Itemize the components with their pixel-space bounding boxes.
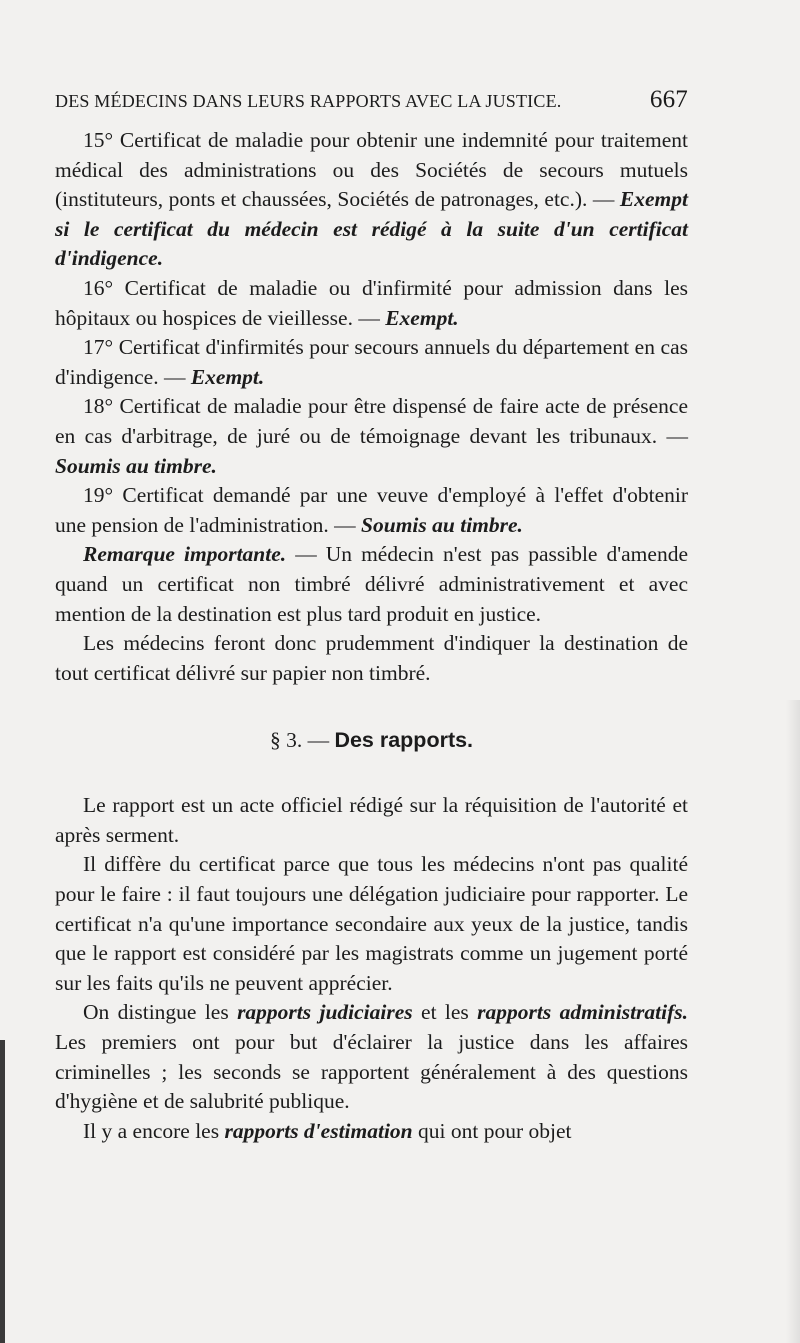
item-15-status: Exempt si le certificat du médecin est rédigé à la suite d'un certificat d'indigence. (55, 187, 688, 271)
term-rapports-estimation: rapports d'estimation (224, 1118, 413, 1143)
page-number: 667 (649, 86, 688, 113)
term-rapports-administratifs: rapports administratifs. (477, 1000, 689, 1025)
item-19: 19° Certificat demandé par une veuve d'employé à l'effet d'obtenir une pension de l'administration. — Soumis au timbre. (55, 483, 688, 537)
term-rapports-judiciaires: rapports judiciaires (237, 1000, 413, 1025)
item-18-status: Soumis au timbre. (55, 453, 217, 478)
remark-lead: Remarque importante. (83, 542, 287, 567)
running-title: DES MÉDECINS DANS LEURS RAPPORTS AVEC LA JUSTICE. (55, 91, 562, 111)
item-15: 15° Certificat de maladie pour obtenir une indemnité pour traitement médical des administrations ou des Sociétés de secours mutuels (instituteurs, ponts et chaussées, Sociétés de patronages, etc.). — Exempt si le certificat du médecin est rédigé à la suite d'un certificat d'indigence. (55, 128, 688, 271)
item-17: 17° Certificat d'infirmités pour secours annuels du département en cas d'indigence. — Exempt. (55, 335, 688, 389)
remark-paragraph: Remarque importante. — Un médecin n'est pas passible d'amende quand un certificat non timbré délivré administrativement et avec mention de la destination est plus tard produit en justice. (55, 542, 688, 626)
section-heading (55, 728, 688, 753)
body-paragraph-3: On distingue les rapports judiciaires et les rapports administratifs. Les premiers ont pour but d'éclairer la justice dans les affaires criminelles ; les seconds se rapportent généralement à des questions d'hygiène et de salubrité publique. (55, 1000, 689, 1114)
body-paragraph-2: Il diffère du certificat parce que tous les médecins n'ont pas qualité pour le faire : il faut toujours une délégation judiciaire pour rapporter. Le certificat n'a qu'une importance secondaire aux yeux de la justice, tandis que le rapport est considéré par les magistrats comme un jugement porté sur les faits qu'ils ne peuvent apprécier. (55, 852, 688, 995)
running-header (55, 86, 688, 114)
binding-edge (0, 1040, 5, 1343)
body-paragraph-4: Il y a encore les rapports d'estimation qui ont pour objet (83, 1118, 572, 1143)
item-18: 18° Certificat de maladie pour être dispensé de faire acte de présence en cas d'arbitrage, de juré ou de témoignage devant les tribunaux. — Soumis au timbre. (55, 394, 688, 478)
item-19-status: Soumis au timbre. (361, 512, 523, 537)
item-16: 16° Certificat de maladie ou d'infirmité pour admission dans les hôpitaux ou hospices de vieillesse. — Exempt. (55, 275, 688, 330)
item-16-status: Exempt. (385, 305, 459, 330)
body-paragraph-1: Le rapport est un acte officiel rédigé sur la réquisition de l'autorité et après serment. (55, 793, 688, 847)
section-number: § 3. — (269, 728, 330, 753)
advice-paragraph: Les médecins feront donc prudemment d'indiquer la destination de tout certificat délivré sur papier non timbré. (55, 631, 688, 685)
page-edge-shadow (786, 700, 800, 1343)
section-title: Des rapports. (334, 728, 474, 753)
item-17-status: Exempt. (190, 364, 265, 389)
